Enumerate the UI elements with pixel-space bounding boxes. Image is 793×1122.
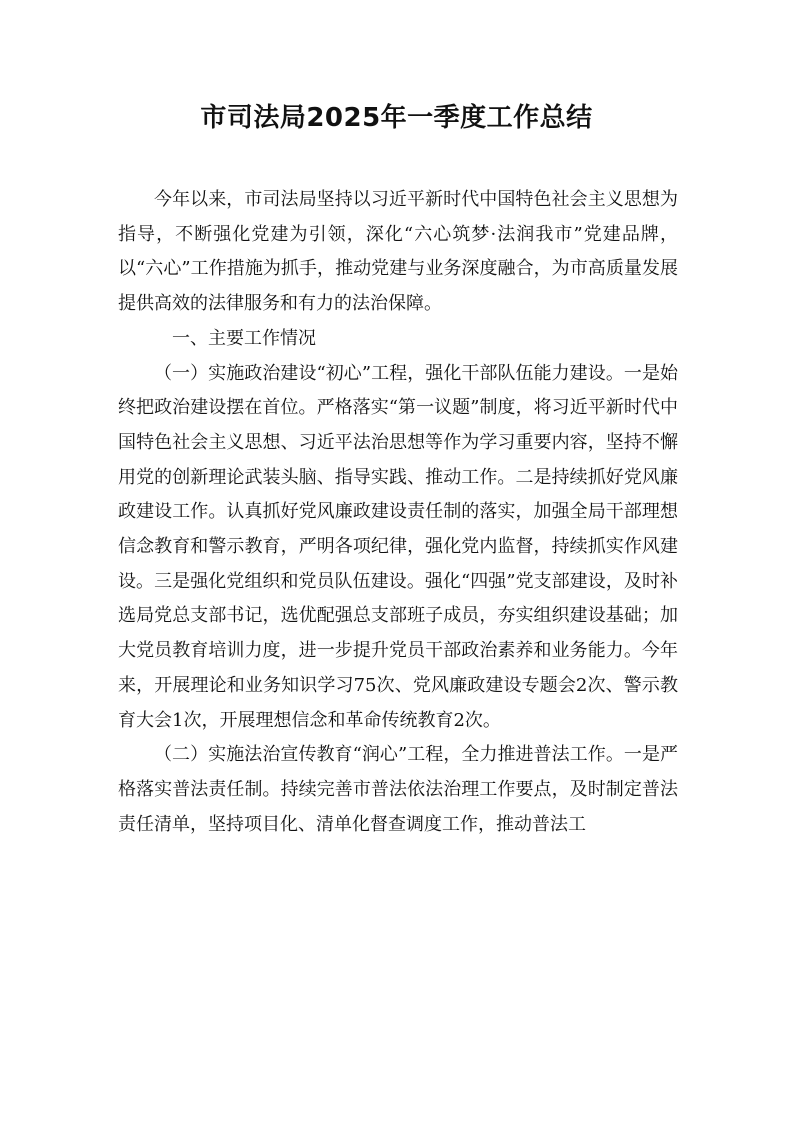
intro-paragraph: 今年以来，市司法局坚持以习近平新时代中国特色社会主义思想为指导，不断强化党建为引领，深化“六心筑梦·法润我市”党建品牌，以“六心”工作措施为抓手，推动党建与业务深度融合，为市高质量发展提供高效的法律服务和有力的法治保障。 [118, 189, 678, 315]
document-body [118, 183, 678, 842]
document-title: 市司法局2025年一季度工作总结 [200, 103, 593, 133]
section-2-paragraph: （二）实施法治宣传教育“润心”工程，全力推进普法工作。一是严格落实普法责任制。持续完善市普法依法治理工作要点，及时制定普法责任清单，坚持项目化、清单化督查调度工作，推动普法工 [118, 744, 678, 835]
section-heading: 一、主要工作情况 [172, 327, 316, 349]
section-1-paragraph: （一）实施政治建设“初心”工程，强化干部队伍能力建设。一是始终把政治建设摆在首位。严格落实“第一议题”制度，将习近平新时代中国特色社会主义思想、习近平法治思想等作为学习重要内容，坚持不懈用党的创新理论武装头脑、指导实践、推动工作。二是持续抓好党风廉政建设工作。认真抓好党风廉政建设责任制的落实，加强全局干部理想信念教育和警示教育，严明各项纪律，强化党内监督，持续抓实作风建设。三是强化党组织和党员队伍建设。强化“四强”党支部建设，及时补选局党总支部书记，选优配强总支部班子成员，夯实组织建设基础；加大党员教育培训力度，进一步提升党员干部政治素养和业务能力。今年来，开展理论和业务知识学习75次、党风廉政建设专题会2次、警示教育大会1次，开展理想信念和革命传统教育2次。 [118, 362, 678, 731]
